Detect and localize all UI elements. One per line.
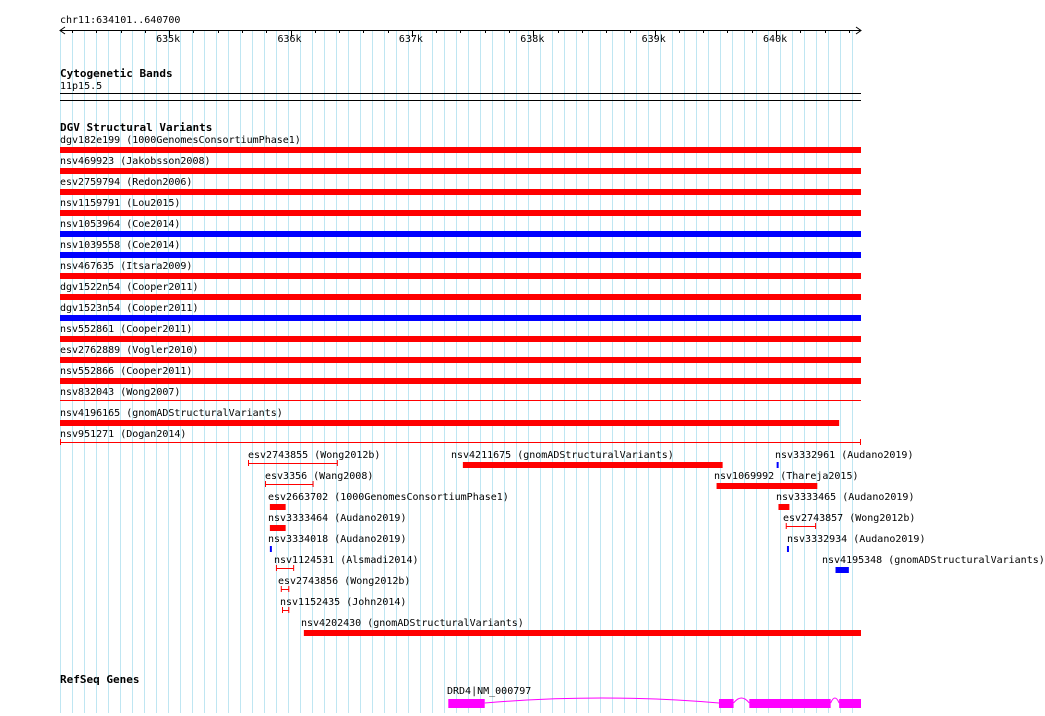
ruler-tick-label: 639k — [641, 34, 666, 45]
variant-label[interactable]: dgv1522n54 (Cooper2011) — [60, 282, 199, 293]
variant-label[interactable]: nsv467635 (Itsara2009) — [60, 261, 193, 272]
gene-intron — [485, 698, 719, 703]
variant-label[interactable]: nsv4211675 (gnomADStructuralVariants) — [451, 450, 674, 461]
variant-bar[interactable] — [60, 273, 861, 279]
gene-exon[interactable] — [749, 699, 830, 708]
gene-label[interactable]: DRD4|NM_000797 — [447, 686, 532, 697]
variant-tick[interactable] — [777, 462, 779, 468]
variant-label[interactable]: nsv951271 (Dogan2014) — [60, 429, 187, 440]
variant-label[interactable]: nsv3333465 (Audano2019) — [776, 492, 915, 503]
variant-label[interactable]: nsv1053964 (Coe2014) — [60, 219, 181, 230]
variant-label[interactable]: nsv3332961 (Audano2019) — [775, 450, 914, 461]
refseq-track-title[interactable]: RefSeq Genes — [60, 673, 140, 686]
variant-label[interactable]: esv2762889 (Vogler2010) — [60, 345, 199, 356]
variant-label[interactable]: nsv3334018 (Audano2019) — [268, 534, 407, 545]
variant-label[interactable]: nsv4202430 (gnomADStructuralVariants) — [301, 618, 524, 629]
variant-label[interactable]: dgv182e199 (1000GenomesConsortiumPhase1) — [60, 135, 301, 146]
variant-tick[interactable] — [787, 546, 789, 552]
variant-bar[interactable] — [778, 504, 789, 510]
variant-label[interactable]: nsv552861 (Cooper2011) — [60, 324, 193, 335]
position-label: chr11:634101..640700 — [60, 15, 181, 26]
cytoband-track-title[interactable]: Cytogenetic Bands — [60, 67, 173, 80]
variant-bar[interactable] — [270, 525, 286, 531]
ruler-tick-label: 636k — [277, 34, 302, 45]
variant-bar[interactable] — [60, 378, 861, 384]
gene-exon[interactable] — [448, 699, 484, 708]
variant-label[interactable]: nsv1069992 (Thareja2015) — [714, 471, 859, 482]
ruler-tick-label: 635k — [156, 34, 181, 45]
variant-label[interactable]: esv2743856 (Wong2012b) — [278, 576, 411, 587]
variant-bar[interactable] — [60, 231, 861, 237]
variant-label[interactable]: esv2743857 (Wong2012b) — [783, 513, 916, 524]
variant-bar[interactable] — [60, 252, 861, 258]
variant-bar[interactable] — [717, 483, 818, 489]
variant-bar[interactable] — [60, 315, 861, 321]
variant-bar[interactable] — [60, 168, 861, 174]
variant-label[interactable]: esv2743855 (Wong2012b) — [248, 450, 381, 461]
variant-bar[interactable] — [60, 147, 861, 153]
variant-label[interactable]: nsv1159791 (Lou2015) — [60, 198, 181, 209]
variant-bar[interactable] — [270, 504, 286, 510]
variant-bar[interactable] — [463, 462, 723, 468]
gene-intron — [831, 698, 839, 703]
variant-label[interactable]: nsv1124531 (Alsmadi2014) — [274, 555, 419, 566]
variant-bar[interactable] — [60, 294, 861, 300]
variant-label[interactable]: nsv552866 (Cooper2011) — [60, 366, 193, 377]
variant-label[interactable]: dgv1523n54 (Cooper2011) — [60, 303, 199, 314]
variant-label[interactable]: esv2663702 (1000GenomesConsortiumPhase1) — [268, 492, 509, 503]
variant-label[interactable]: nsv1152435 (John2014) — [280, 597, 407, 608]
gene-exon[interactable] — [839, 699, 861, 708]
variant-bar[interactable] — [304, 630, 861, 636]
variant-label[interactable]: nsv3333464 (Audano2019) — [268, 513, 407, 524]
ruler-tick-label: 640k — [763, 34, 788, 45]
variant-label[interactable]: nsv3332934 (Audano2019) — [787, 534, 926, 545]
variant-bar[interactable] — [60, 420, 839, 426]
variant-label[interactable]: nsv4196165 (gnomADStructuralVariants) — [60, 408, 283, 419]
variant-label[interactable]: nsv1039558 (Coe2014) — [60, 240, 181, 251]
cytoband-label: 11p15.5 — [60, 81, 103, 92]
gene-exon[interactable] — [719, 699, 734, 708]
variant-label[interactable]: esv2759794 (Redon2006) — [60, 177, 193, 188]
variant-label[interactable]: nsv469923 (Jakobsson2008) — [60, 156, 211, 167]
variant-label[interactable]: nsv4195348 (gnomADStructuralVariants) — [822, 555, 1045, 566]
variant-bar[interactable] — [60, 189, 861, 195]
variant-bar[interactable] — [60, 336, 861, 342]
variant-bar[interactable] — [60, 357, 861, 363]
variant-label[interactable]: esv3356 (Wang2008) — [265, 471, 374, 482]
ruler-tick-label: 637k — [398, 34, 423, 45]
gene-intron — [734, 698, 750, 703]
dgv-track-title[interactable]: DGV Structural Variants — [60, 121, 213, 134]
variant-label[interactable]: nsv832043 (Wong2007) — [60, 387, 181, 398]
variant-tick[interactable] — [270, 546, 272, 552]
variant-bar[interactable] — [60, 210, 861, 216]
variant-bar[interactable] — [836, 567, 849, 573]
ruler-tick-label: 638k — [520, 34, 545, 45]
